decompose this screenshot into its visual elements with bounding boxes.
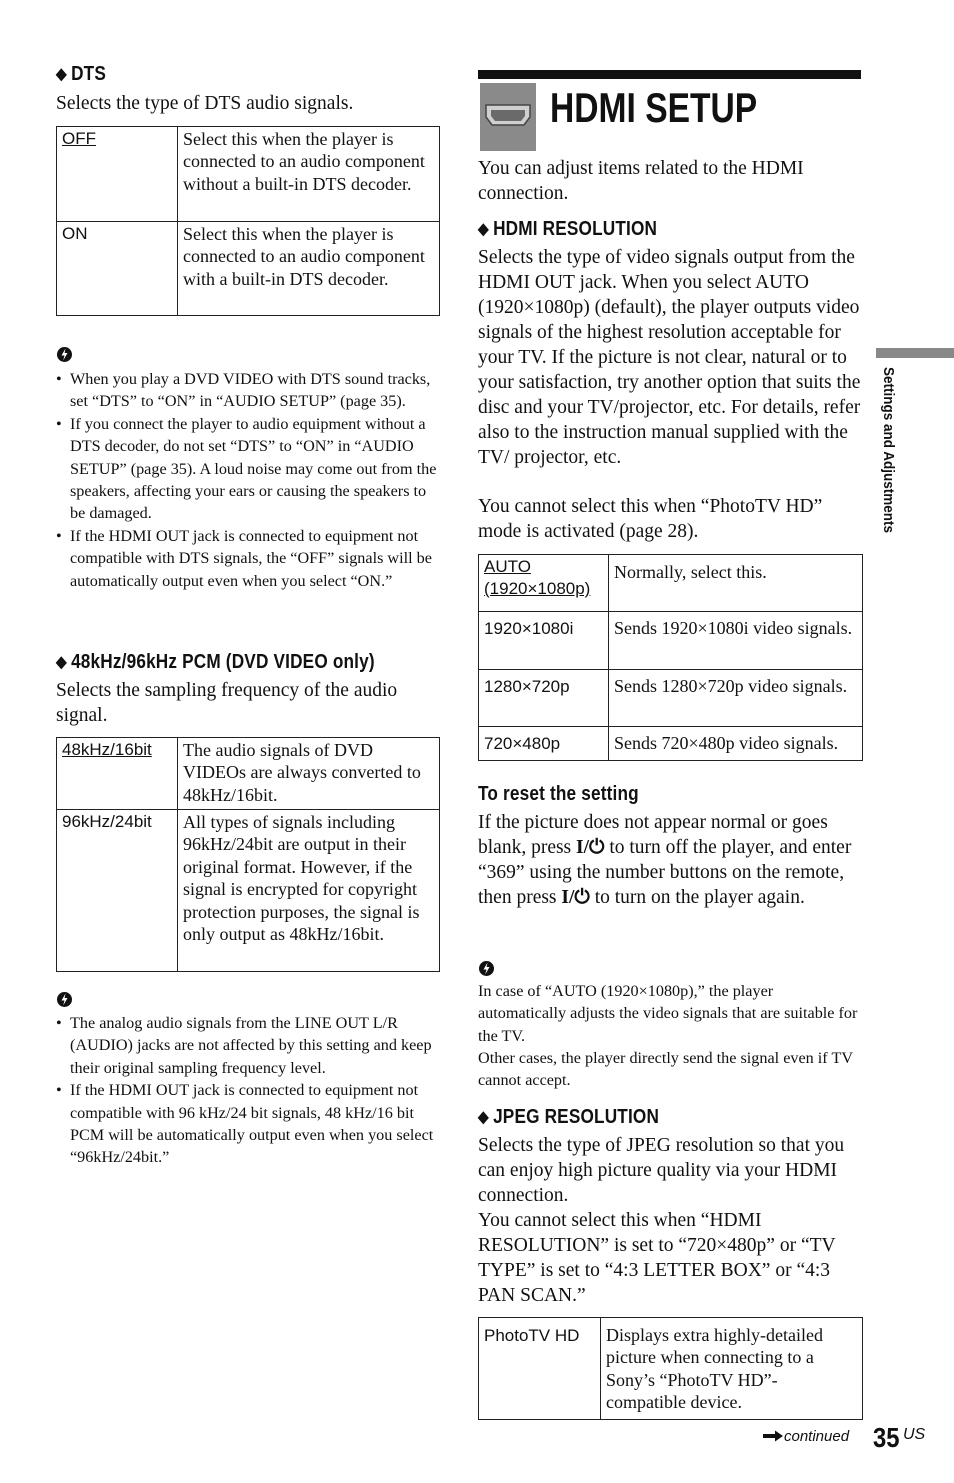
option-key: PhotoTV HD [479, 1318, 601, 1420]
table-row [479, 670, 863, 727]
option-desc: All types of signals including 96kHz/24bit are output in their original format. However, if the signal is encrypted for copyright protection purposes, the signal is only output as 48kHz/16bit. [178, 810, 440, 972]
jpeg-heading: ◆ JPEG RESOLUTION [478, 1106, 660, 1128]
reset-tip-2: Other cases, the player directly send the signal even if TV cannot accept. [478, 1049, 853, 1090]
option-key: AUTO (1920×1080p) [479, 555, 609, 612]
tip-icon [56, 346, 73, 363]
jpeg-note: You cannot select this when “HDMI RESOLUTION” is set to “720×480p” or “TV TYPE” is set to “4:3 LETTER BOX” or “4:3 PAN SCAN.” [478, 1210, 836, 1306]
table-row [479, 727, 863, 761]
tip-icon [478, 960, 495, 977]
option-key: OFF [57, 127, 178, 222]
list-item: • The analog audio signals from the LINE OUT L/R (AUDIO) jacks are not affected by this setting and keep their original sampling frequency level. [56, 1012, 440, 1079]
dts-notes [56, 368, 440, 592]
pcm-intro: Selects the sampling frequency of the audio signal. [56, 680, 398, 726]
page-number: 35 [873, 1422, 900, 1453]
option-desc: Sends 720×480p video signals. [609, 727, 863, 761]
option-desc: Select this when the player is connected to an audio component with a built-in DTS decoder. [178, 222, 440, 316]
dts-options-table [56, 126, 440, 316]
reset-tip-1: In case of “AUTO (1920×1080p),” the player automatically adjusts the video signals that are suitable for the TV. [478, 982, 858, 1045]
reset-body: If the picture does not appear normal or goes blank, press I/⏻ to turn off the player, and enter “369” using the number buttons on the remote, then press I/⏻ to turn on the player again. [478, 812, 852, 908]
table-row [57, 738, 440, 810]
diamond-icon: ◆ [56, 66, 67, 83]
diamond-icon: ◆ [478, 1109, 489, 1126]
option-desc: Sends 1920×1080i video signals. [609, 612, 863, 670]
table-row [479, 612, 863, 670]
pcm-options-table [56, 737, 440, 972]
jpeg-body: Selects the type of JPEG resolution so that you can enjoy high picture quality via your HDMI connection. [478, 1135, 845, 1206]
diamond-icon: ◆ [56, 654, 67, 671]
hdmi-resolution-note: You cannot select this when “PhotoTV HD” mode is activated (page 28). [478, 496, 823, 542]
arrow-right-icon [762, 1430, 784, 1442]
power-icon: I/⏻ [576, 837, 605, 858]
hdmi-resolution-heading: ◆ HDMI RESOLUTION [478, 218, 658, 240]
table-row [57, 127, 440, 222]
power-icon: I/⏻ [561, 887, 590, 908]
option-desc: Normally, select this. [609, 555, 863, 612]
side-tab-bar [876, 348, 954, 358]
page-region-suffix: US [903, 1426, 926, 1443]
hdmi-setup-icon [480, 83, 536, 151]
table-row [57, 222, 440, 316]
option-desc: Select this when the player is connected to an audio component without a built-in DTS decoder. [178, 127, 440, 222]
reset-heading: To reset the setting [478, 783, 639, 805]
hdmi-connector-icon [480, 83, 536, 151]
pcm-heading: ◆ 48kHz/96kHz PCM (DVD VIDEO only) [56, 651, 375, 673]
hdmi-setup-intro: You can adjust items related to the HDMI connection. [478, 158, 804, 204]
section-title: HDMI SETUP [550, 84, 758, 131]
option-key: 1920×1080i [479, 612, 609, 670]
dts-intro: Selects the type of DTS audio signals. [56, 93, 354, 114]
option-key: 1280×720p [479, 670, 609, 727]
hdmi-resolution-body: Selects the type of video signals output from the HDMI OUT jack. When you select AUTO (1920×1080p) (default), the player outputs video signals of the highest resolution acceptable for your TV. If the picture is not clear, natural or to your satisfaction, try another option that suits the disc and your TV/projector, etc. For details, refer also to the instruction manual supplied with the TV/ projector, etc. [478, 247, 861, 468]
table-row [479, 555, 863, 612]
option-desc: The audio signals of DVD VIDEOs are always converted to 48kHz/16bit. [178, 738, 440, 810]
diamond-icon: ◆ [478, 221, 489, 238]
section-banner-bar [478, 70, 861, 79]
pcm-notes [56, 1012, 440, 1169]
option-key: 720×480p [479, 727, 609, 761]
option-key: 96kHz/24bit [57, 810, 178, 972]
side-tab-label: Settings and Adjustments [880, 367, 897, 534]
hdmi-resolution-table [478, 554, 863, 761]
table-row [479, 1318, 863, 1420]
dts-heading: ◆ DTS [56, 63, 106, 85]
tip-icon [56, 991, 73, 1008]
list-item: • When you play a DVD VIDEO with DTS sound tracks, set “DTS” to “ON” in “AUDIO SETUP” (page 35). [56, 368, 440, 413]
jpeg-options-table [478, 1317, 863, 1420]
list-item: • If you connect the player to audio equipment without a DTS decoder, do not set “DTS” to “ON” in “AUDIO SETUP” (page 35). A loud noise may come out from the speakers, affecting your ears or causing the speakers to be damaged. [56, 413, 440, 525]
option-key: ON [57, 222, 178, 316]
continued-indicator: continued [762, 1428, 849, 1445]
list-item: • If the HDMI OUT jack is connected to equipment not compatible with 96 kHz/24 bit signals, 48 kHz/16 bit PCM will be automatically output even when you select “96kHz/24bit.” [56, 1079, 440, 1169]
list-item: • If the HDMI OUT jack is connected to equipment not compatible with DTS signals, the “OFF” signals will be automatically output even when you select “ON.” [56, 525, 440, 592]
option-key: 48kHz/16bit [57, 738, 178, 810]
table-row [57, 810, 440, 972]
option-desc: Sends 1280×720p video signals. [609, 670, 863, 727]
option-desc: Displays extra highly-detailed picture when connecting to a Sony’s “PhotoTV HD”-compatible device. [601, 1318, 863, 1420]
